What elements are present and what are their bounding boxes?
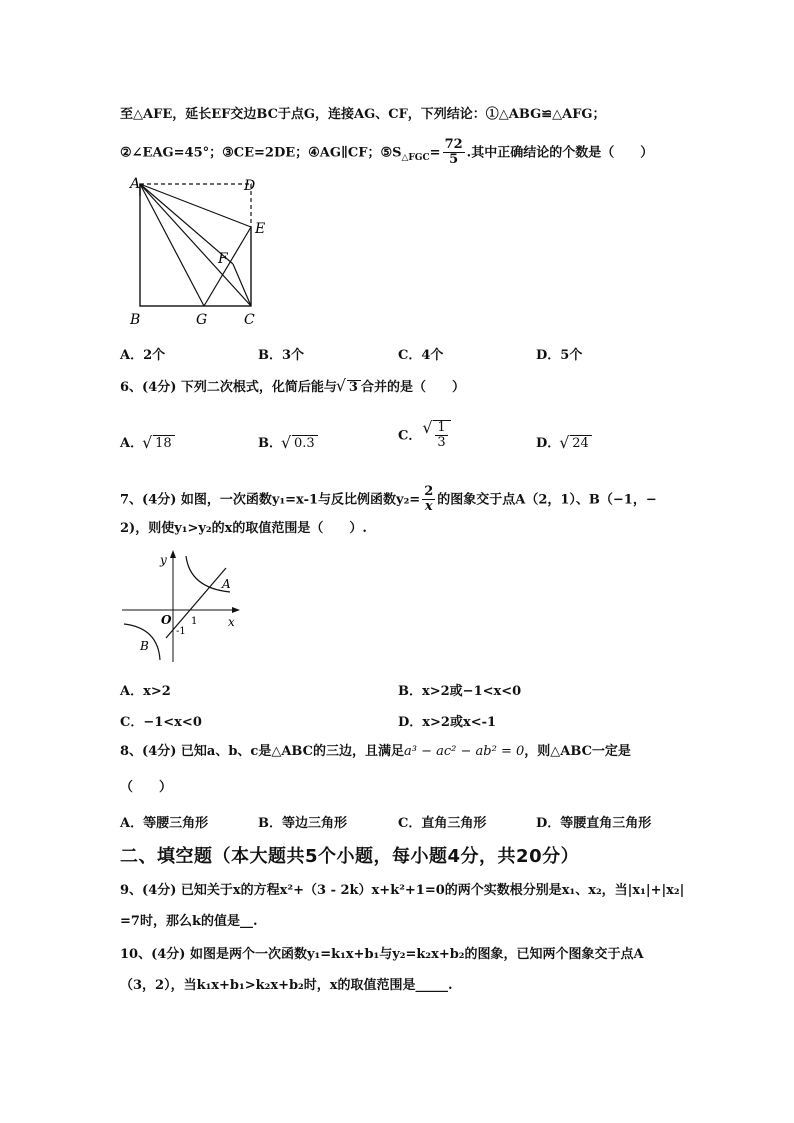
label-B: B: [130, 312, 141, 328]
q8-option-b[interactable]: B．等边三角形: [258, 816, 347, 831]
tick-neg1: -1: [176, 626, 186, 637]
label-A: A: [130, 176, 141, 192]
q7-frac-den: x: [424, 499, 433, 515]
q5-frac-den: 5: [449, 152, 459, 168]
q7-line1: [120, 485, 657, 515]
q6-option-d-letter: D．: [536, 436, 561, 451]
q7-line2: 2)，则使y₁>y₂的x的取值范围是（ ）.: [120, 521, 367, 536]
q5-line2: [120, 138, 653, 168]
q7-option-d[interactable]: D．x>2或x<-1: [398, 715, 497, 730]
q7-option-c[interactable]: C．−1<x<0: [120, 715, 202, 730]
q7-line1-a: 7、(4分) 如图，一次函数: [120, 492, 272, 508]
q5-frac-num: 72: [444, 137, 463, 152]
q8-paren: （ ）: [120, 780, 173, 795]
q7-fraction: [422, 485, 435, 515]
axis-label-y: y: [160, 553, 167, 567]
q6-option-a[interactable]: [120, 432, 175, 451]
q6-option-d[interactable]: [536, 432, 592, 451]
label-F: F: [218, 251, 228, 267]
q7-y2: y₂=: [396, 492, 421, 508]
q7-line1-b: 的图象交于点A（2，1）、B（−1，−: [437, 492, 657, 508]
q6-stem-b: 合并的是（ ）: [360, 380, 465, 395]
q8-stem-a: 8、(4分) 已知a、b、c是△ABC的三边，且满足: [120, 744, 405, 759]
q6-option-c[interactable]: [398, 420, 451, 451]
q5-fraction: [443, 138, 465, 168]
q8-option-d[interactable]: D．等腰直角三角形: [536, 816, 652, 831]
x-axis-arrow-icon: [232, 607, 240, 613]
point-A-label: A: [222, 577, 231, 591]
segment-fc: [233, 264, 251, 306]
q5-option-c[interactable]: C．4个: [398, 348, 444, 363]
q6-stem-radical: √ 3: [347, 380, 361, 394]
point-B-label: B: [140, 639, 149, 653]
q8-stem-b: ，则△ABC一定是: [524, 744, 631, 759]
q5-line1: 至△AFE，延长EF交边BC于点G，连接AG、CF，下列结论：①△ABG≌△AFG；: [120, 107, 606, 122]
q6-option-b-radical: √ 0.3: [292, 435, 318, 451]
y-axis-arrow-icon: [170, 550, 176, 558]
q7-option-a[interactable]: A．x>2: [120, 684, 171, 699]
q6-option-d-radical: √ 24: [570, 435, 592, 451]
q6-stem: [120, 380, 465, 394]
label-C: C: [244, 312, 255, 328]
q5-option-d[interactable]: D．5个: [536, 348, 583, 363]
q6-option-b-letter: B．: [258, 436, 282, 451]
q8-stem: [120, 745, 631, 758]
q7-frac-num: 2: [424, 484, 434, 499]
q5-square-figure: [126, 172, 276, 332]
segment-ae: [140, 184, 251, 227]
q6-option-c-den: 3: [437, 435, 446, 451]
q8-equation: a³ − ac² − ab² = 0: [404, 744, 525, 759]
q7-line1-mid: 与反比例函数: [318, 492, 397, 508]
q5-option-b[interactable]: B．3个: [258, 348, 305, 363]
section2-title: 二、填空题（本大题共5个小题，每小题4分，共20分）: [120, 846, 580, 867]
q8-option-a[interactable]: A．等腰三角形: [120, 816, 209, 831]
q7-option-b[interactable]: B．x>2或−1<x<0: [398, 684, 522, 699]
label-G: G: [196, 312, 208, 328]
q7-graph: [118, 548, 243, 666]
q5-line2-sub: △FGC: [401, 152, 430, 163]
q6-stem-a: 6、(4分) 下列二次根式，化简后能与: [120, 380, 337, 395]
q6-option-c-fraction: [435, 421, 447, 451]
segment-ac: [140, 184, 251, 306]
tick-1: 1: [191, 616, 198, 627]
q7-y1: y₁=x-1: [271, 492, 319, 508]
segment-ag: [140, 184, 204, 306]
q5-line2-a: ②∠EAG=45°；③CE=2DE；④AG∥CF；⑤S: [120, 145, 402, 161]
label-D: D: [244, 178, 256, 194]
q9-line1: 9、(4分) 已知关于x的方程x²+（3 - 2k）x+k²+1=0的两个实数根分别是x₁、x₂，当|x₁|+|x₂|: [120, 883, 685, 898]
q6-option-c-letter: C．: [398, 428, 422, 444]
axis-label-x: x: [228, 615, 235, 629]
q5-line2-eq: =: [429, 145, 441, 161]
q9-line2: =7时，那么k的值是__.: [120, 914, 258, 929]
q6-option-c-num: √ 1: [437, 420, 446, 435]
q6-option-a-letter: A．: [120, 436, 144, 451]
q5-line2-b: .其中正确结论的个数是（ ）: [466, 145, 654, 161]
q6-option-a-radical: √ 18: [153, 435, 175, 451]
q10-line1: 10、(4分) 如图是两个一次函数y₁=k₁x+b₁与y₂=k₂x+b₂的图象，已知两个图象交于点A: [120, 947, 644, 962]
q6-option-b[interactable]: [258, 432, 318, 451]
label-E: E: [255, 221, 266, 237]
q5-option-a[interactable]: A．2个: [120, 348, 166, 363]
q10-line2: （3，2），当k₁x+b₁>k₂x+b₂时，x的取值范围是_____.: [120, 978, 453, 993]
origin-label: O: [161, 613, 172, 627]
q8-option-c[interactable]: C．直角三角形: [398, 816, 487, 831]
